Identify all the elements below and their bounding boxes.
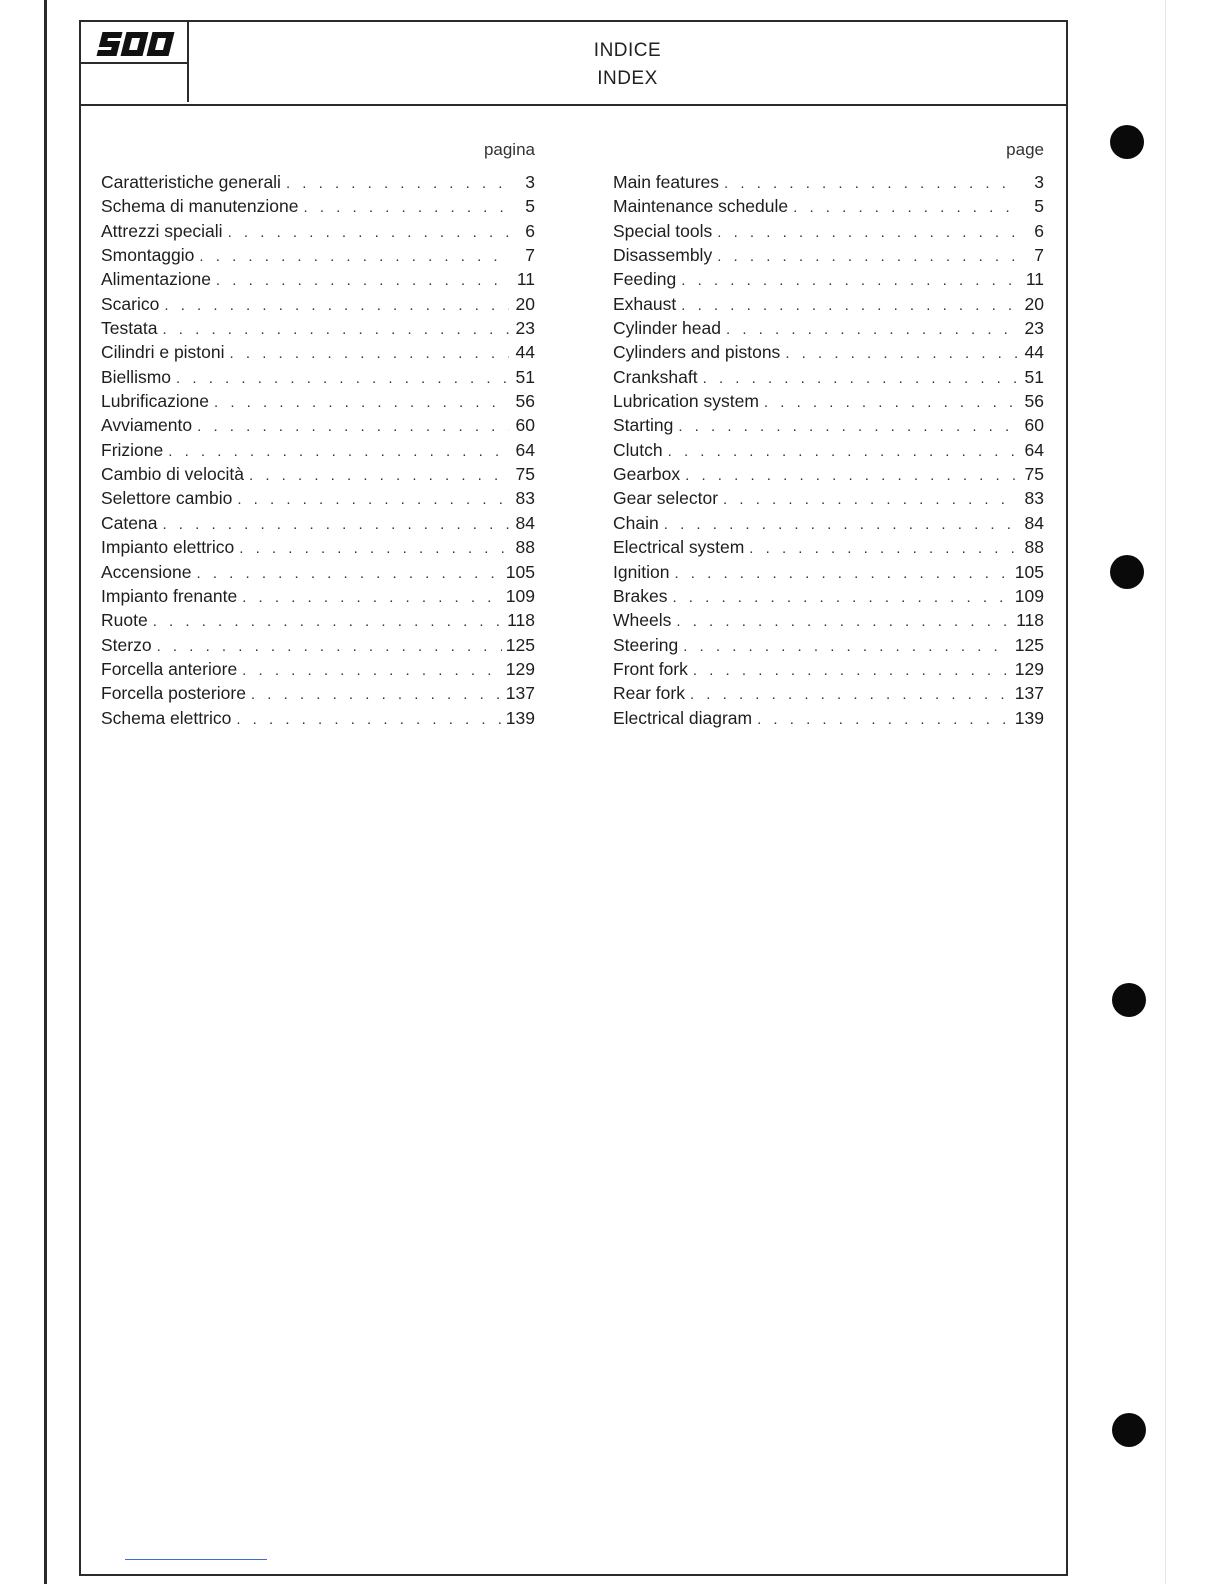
entry-title: Lubrificazione bbox=[101, 391, 209, 412]
index-entry bbox=[613, 194, 1044, 218]
logo-divider bbox=[81, 62, 187, 64]
dot-leader bbox=[672, 586, 1010, 610]
entry-page-number: 88 bbox=[1024, 537, 1044, 558]
index-entry bbox=[101, 657, 535, 681]
logo-box bbox=[81, 22, 189, 102]
entry-page-number: 44 bbox=[1024, 342, 1044, 363]
logo-500-icon bbox=[95, 30, 175, 58]
entry-title: Gearbox bbox=[613, 464, 681, 485]
dot-leader bbox=[230, 342, 509, 366]
entry-page-number: 125 bbox=[505, 634, 535, 655]
entry-page-number: 11 bbox=[1025, 269, 1044, 290]
entry-title: Ruote bbox=[101, 610, 148, 631]
entry-title: Sterzo bbox=[101, 634, 152, 655]
entry-title: Frizione bbox=[101, 439, 164, 460]
entry-title: Electrical diagram bbox=[613, 707, 753, 728]
index-entry bbox=[613, 438, 1044, 462]
entry-page-number: 23 bbox=[1024, 318, 1044, 339]
dot-leader bbox=[242, 586, 502, 610]
entry-page-number: 105 bbox=[505, 561, 535, 582]
entry-title: Crankshaft bbox=[613, 366, 698, 387]
index-entry bbox=[613, 170, 1044, 194]
dot-leader bbox=[681, 294, 1018, 318]
dot-leader bbox=[196, 562, 501, 586]
entry-page-number: 118 bbox=[507, 610, 535, 631]
entry-title: Impianto elettrico bbox=[101, 537, 235, 558]
page-header bbox=[81, 22, 1066, 106]
entry-title: Forcella anteriore bbox=[101, 658, 238, 679]
entry-page-number: 125 bbox=[1014, 634, 1044, 655]
entry-page-number: 20 bbox=[1024, 293, 1044, 314]
entry-page-number: 75 bbox=[1024, 464, 1044, 485]
index-entry bbox=[101, 560, 535, 584]
index-entry bbox=[613, 219, 1044, 243]
dot-leader bbox=[286, 172, 509, 196]
entry-title: Caratteristiche generali bbox=[101, 172, 281, 192]
dot-leader bbox=[249, 464, 509, 488]
index-entry bbox=[613, 535, 1044, 559]
entry-title: Electrical system bbox=[613, 537, 745, 558]
dot-leader bbox=[164, 294, 509, 318]
index-entry bbox=[101, 219, 535, 243]
entry-page-number: 83 bbox=[1024, 488, 1044, 509]
entry-page-number: 75 bbox=[515, 464, 535, 485]
entry-page-number: 44 bbox=[515, 342, 535, 363]
dot-leader bbox=[681, 269, 1018, 293]
entry-title: Selettore cambio bbox=[101, 488, 233, 509]
index-entry bbox=[613, 389, 1044, 413]
index-entry bbox=[101, 267, 535, 291]
page-column-label-english: page bbox=[1006, 140, 1044, 159]
dot-leader bbox=[216, 269, 509, 293]
index-entry bbox=[613, 316, 1044, 340]
entry-title: Maintenance schedule bbox=[613, 196, 789, 217]
entry-title: Brakes bbox=[613, 585, 668, 606]
scan-edge-left bbox=[44, 0, 47, 1584]
index-entry bbox=[101, 706, 535, 730]
entry-page-number: 56 bbox=[1024, 391, 1044, 412]
entry-title: Attrezzi speciali bbox=[101, 220, 223, 241]
dot-leader bbox=[237, 488, 509, 512]
entry-title: Ignition bbox=[613, 561, 670, 582]
entry-page-number: 11 bbox=[516, 269, 535, 290]
dot-leader bbox=[726, 318, 1018, 342]
entry-page-number: 109 bbox=[505, 585, 535, 606]
entry-title: Main features bbox=[613, 172, 720, 192]
entry-title: Biellismo bbox=[101, 366, 172, 387]
entry-page-number: 5 bbox=[1034, 196, 1044, 217]
dot-leader bbox=[685, 464, 1018, 488]
entry-title: Cilindri e pistoni bbox=[101, 342, 225, 363]
punch-hole-icon bbox=[1110, 125, 1144, 159]
entry-page-number: 84 bbox=[515, 512, 535, 533]
dot-leader bbox=[168, 440, 509, 464]
index-entry bbox=[101, 365, 535, 389]
entry-page-number: 129 bbox=[505, 658, 535, 679]
entry-page-number: 84 bbox=[1024, 512, 1044, 533]
index-entry bbox=[101, 535, 535, 559]
entry-title: Steering bbox=[613, 634, 679, 655]
entry-title: Avviamento bbox=[101, 415, 193, 436]
index-entry bbox=[101, 170, 535, 194]
dot-leader bbox=[717, 221, 1018, 245]
entry-title: Wheels bbox=[613, 610, 672, 631]
entry-title: Scarico bbox=[101, 293, 160, 314]
dot-leader bbox=[214, 391, 509, 415]
entry-title: Feeding bbox=[613, 269, 677, 290]
index-entry bbox=[101, 243, 535, 267]
index-entry bbox=[613, 292, 1044, 316]
entry-title: Special tools bbox=[613, 220, 713, 241]
index-entry bbox=[101, 633, 535, 657]
index-entry bbox=[613, 560, 1044, 584]
entry-page-number: 51 bbox=[515, 366, 535, 387]
entry-list-italian bbox=[101, 170, 535, 730]
dot-leader bbox=[157, 635, 502, 659]
dot-leader bbox=[664, 513, 1018, 537]
page-column-label-italian: pagina bbox=[483, 140, 535, 159]
dot-leader bbox=[793, 196, 1018, 220]
entry-page-number: 137 bbox=[1014, 683, 1044, 704]
index-entry bbox=[613, 706, 1044, 730]
punch-hole-icon bbox=[1112, 1413, 1146, 1447]
dot-leader bbox=[690, 683, 1011, 707]
entry-title: Disassembly bbox=[613, 245, 713, 266]
index-entry bbox=[613, 462, 1044, 486]
dot-leader bbox=[724, 172, 1018, 196]
entry-title: Lubrication system bbox=[613, 391, 759, 412]
dot-leader bbox=[703, 367, 1018, 391]
index-entry bbox=[613, 243, 1044, 267]
dot-leader bbox=[239, 537, 509, 561]
dot-leader bbox=[693, 659, 1011, 683]
title-italian: INDICE bbox=[593, 40, 662, 61]
entry-page-number: 3 bbox=[525, 172, 535, 192]
entry-title: Cambio di velocità bbox=[101, 464, 244, 485]
entry-title: Clutch bbox=[613, 439, 663, 460]
dot-leader bbox=[683, 635, 1011, 659]
dot-leader bbox=[162, 318, 509, 342]
entry-page-number: 60 bbox=[1024, 415, 1044, 436]
entry-page-number: 3 bbox=[1034, 172, 1044, 192]
entry-page-number: 23 bbox=[515, 318, 535, 339]
index-entry bbox=[613, 657, 1044, 681]
dot-leader bbox=[228, 221, 509, 245]
index-entry bbox=[101, 486, 535, 510]
dot-leader bbox=[678, 415, 1018, 439]
entry-page-number: 6 bbox=[1034, 220, 1044, 241]
entry-page-number: 5 bbox=[525, 196, 535, 217]
entry-title: Rear fork bbox=[613, 683, 685, 704]
index-entry bbox=[101, 194, 535, 218]
entry-page-number: 56 bbox=[515, 391, 535, 412]
entry-title: Forcella posteriore bbox=[101, 683, 246, 704]
dot-leader bbox=[236, 708, 501, 732]
entry-title: Cylinder head bbox=[613, 318, 721, 339]
dot-leader bbox=[749, 537, 1018, 561]
dot-leader bbox=[757, 708, 1011, 732]
entry-page-number: 88 bbox=[515, 537, 535, 558]
entry-page-number: 118 bbox=[1016, 610, 1044, 631]
entry-title: Schema elettrico bbox=[101, 707, 232, 728]
title-block bbox=[189, 22, 1066, 102]
entry-page-number: 105 bbox=[1014, 561, 1044, 582]
index-entry bbox=[613, 633, 1044, 657]
entry-page-number: 83 bbox=[515, 488, 535, 509]
index-entry bbox=[101, 292, 535, 316]
index-entry bbox=[101, 413, 535, 437]
entry-page-number: 64 bbox=[515, 439, 535, 460]
entry-list-english bbox=[613, 170, 1044, 730]
index-entry bbox=[101, 462, 535, 486]
entry-page-number: 137 bbox=[505, 683, 535, 704]
entry-title: Smontaggio bbox=[101, 245, 195, 266]
dot-leader bbox=[785, 342, 1018, 366]
index-entry bbox=[101, 438, 535, 462]
entry-page-number: 51 bbox=[1024, 366, 1044, 387]
punch-hole-icon bbox=[1112, 983, 1146, 1017]
index-entry bbox=[101, 316, 535, 340]
dot-leader bbox=[717, 245, 1018, 269]
entry-title: Front fork bbox=[613, 658, 688, 679]
scan-edge-right bbox=[1165, 0, 1166, 1584]
entry-title: Exhaust bbox=[613, 293, 677, 314]
entry-page-number: 109 bbox=[1014, 585, 1044, 606]
index-entry bbox=[613, 340, 1044, 364]
entry-title: Alimentazione bbox=[101, 269, 211, 290]
index-entry bbox=[613, 511, 1044, 535]
entry-page-number: 7 bbox=[1034, 245, 1044, 266]
index-entry bbox=[613, 608, 1044, 632]
index-entry bbox=[101, 608, 535, 632]
entry-page-number: 139 bbox=[505, 707, 535, 728]
entry-page-number: 139 bbox=[1014, 707, 1044, 728]
dot-leader bbox=[251, 683, 502, 707]
dot-leader bbox=[162, 513, 509, 537]
dot-leader bbox=[176, 367, 509, 391]
dot-leader bbox=[723, 488, 1018, 512]
entry-page-number: 6 bbox=[525, 220, 535, 241]
dot-leader bbox=[242, 659, 502, 683]
entry-title: Impianto frenante bbox=[101, 585, 238, 606]
dot-leader bbox=[303, 196, 509, 220]
title-english: INDEX bbox=[597, 68, 658, 89]
index-entry bbox=[613, 681, 1044, 705]
entry-page-number: 7 bbox=[525, 245, 535, 266]
entry-title: Catena bbox=[101, 512, 158, 533]
entry-title: Accensione bbox=[101, 561, 192, 582]
entry-title: Schema di manutenzione bbox=[101, 196, 299, 217]
dot-leader bbox=[668, 440, 1018, 464]
dot-leader bbox=[153, 610, 503, 634]
entry-title: Testata bbox=[101, 318, 158, 339]
footer-link-underline bbox=[125, 1559, 267, 1560]
index-entry bbox=[613, 486, 1044, 510]
dot-leader bbox=[197, 415, 509, 439]
index-entry bbox=[613, 584, 1044, 608]
dot-leader bbox=[676, 610, 1012, 634]
entry-page-number: 129 bbox=[1014, 658, 1044, 679]
index-entry bbox=[613, 267, 1044, 291]
punch-hole-icon bbox=[1110, 555, 1144, 589]
index-entry bbox=[101, 389, 535, 413]
dot-leader bbox=[674, 562, 1010, 586]
entry-page-number: 60 bbox=[515, 415, 535, 436]
entry-page-number: 64 bbox=[1024, 439, 1044, 460]
entry-title: Cylinders and pistons bbox=[613, 342, 781, 363]
entry-title: Gear selector bbox=[613, 488, 719, 509]
index-entry bbox=[101, 681, 535, 705]
index-entry bbox=[613, 365, 1044, 389]
index-entry bbox=[101, 340, 535, 364]
index-entry bbox=[101, 511, 535, 535]
entry-page-number: 20 bbox=[515, 293, 535, 314]
entry-title: Starting bbox=[613, 415, 674, 436]
index-entry bbox=[101, 584, 535, 608]
entry-title: Chain bbox=[613, 512, 659, 533]
dot-leader bbox=[764, 391, 1018, 415]
index-entry bbox=[613, 413, 1044, 437]
dot-leader bbox=[199, 245, 509, 269]
